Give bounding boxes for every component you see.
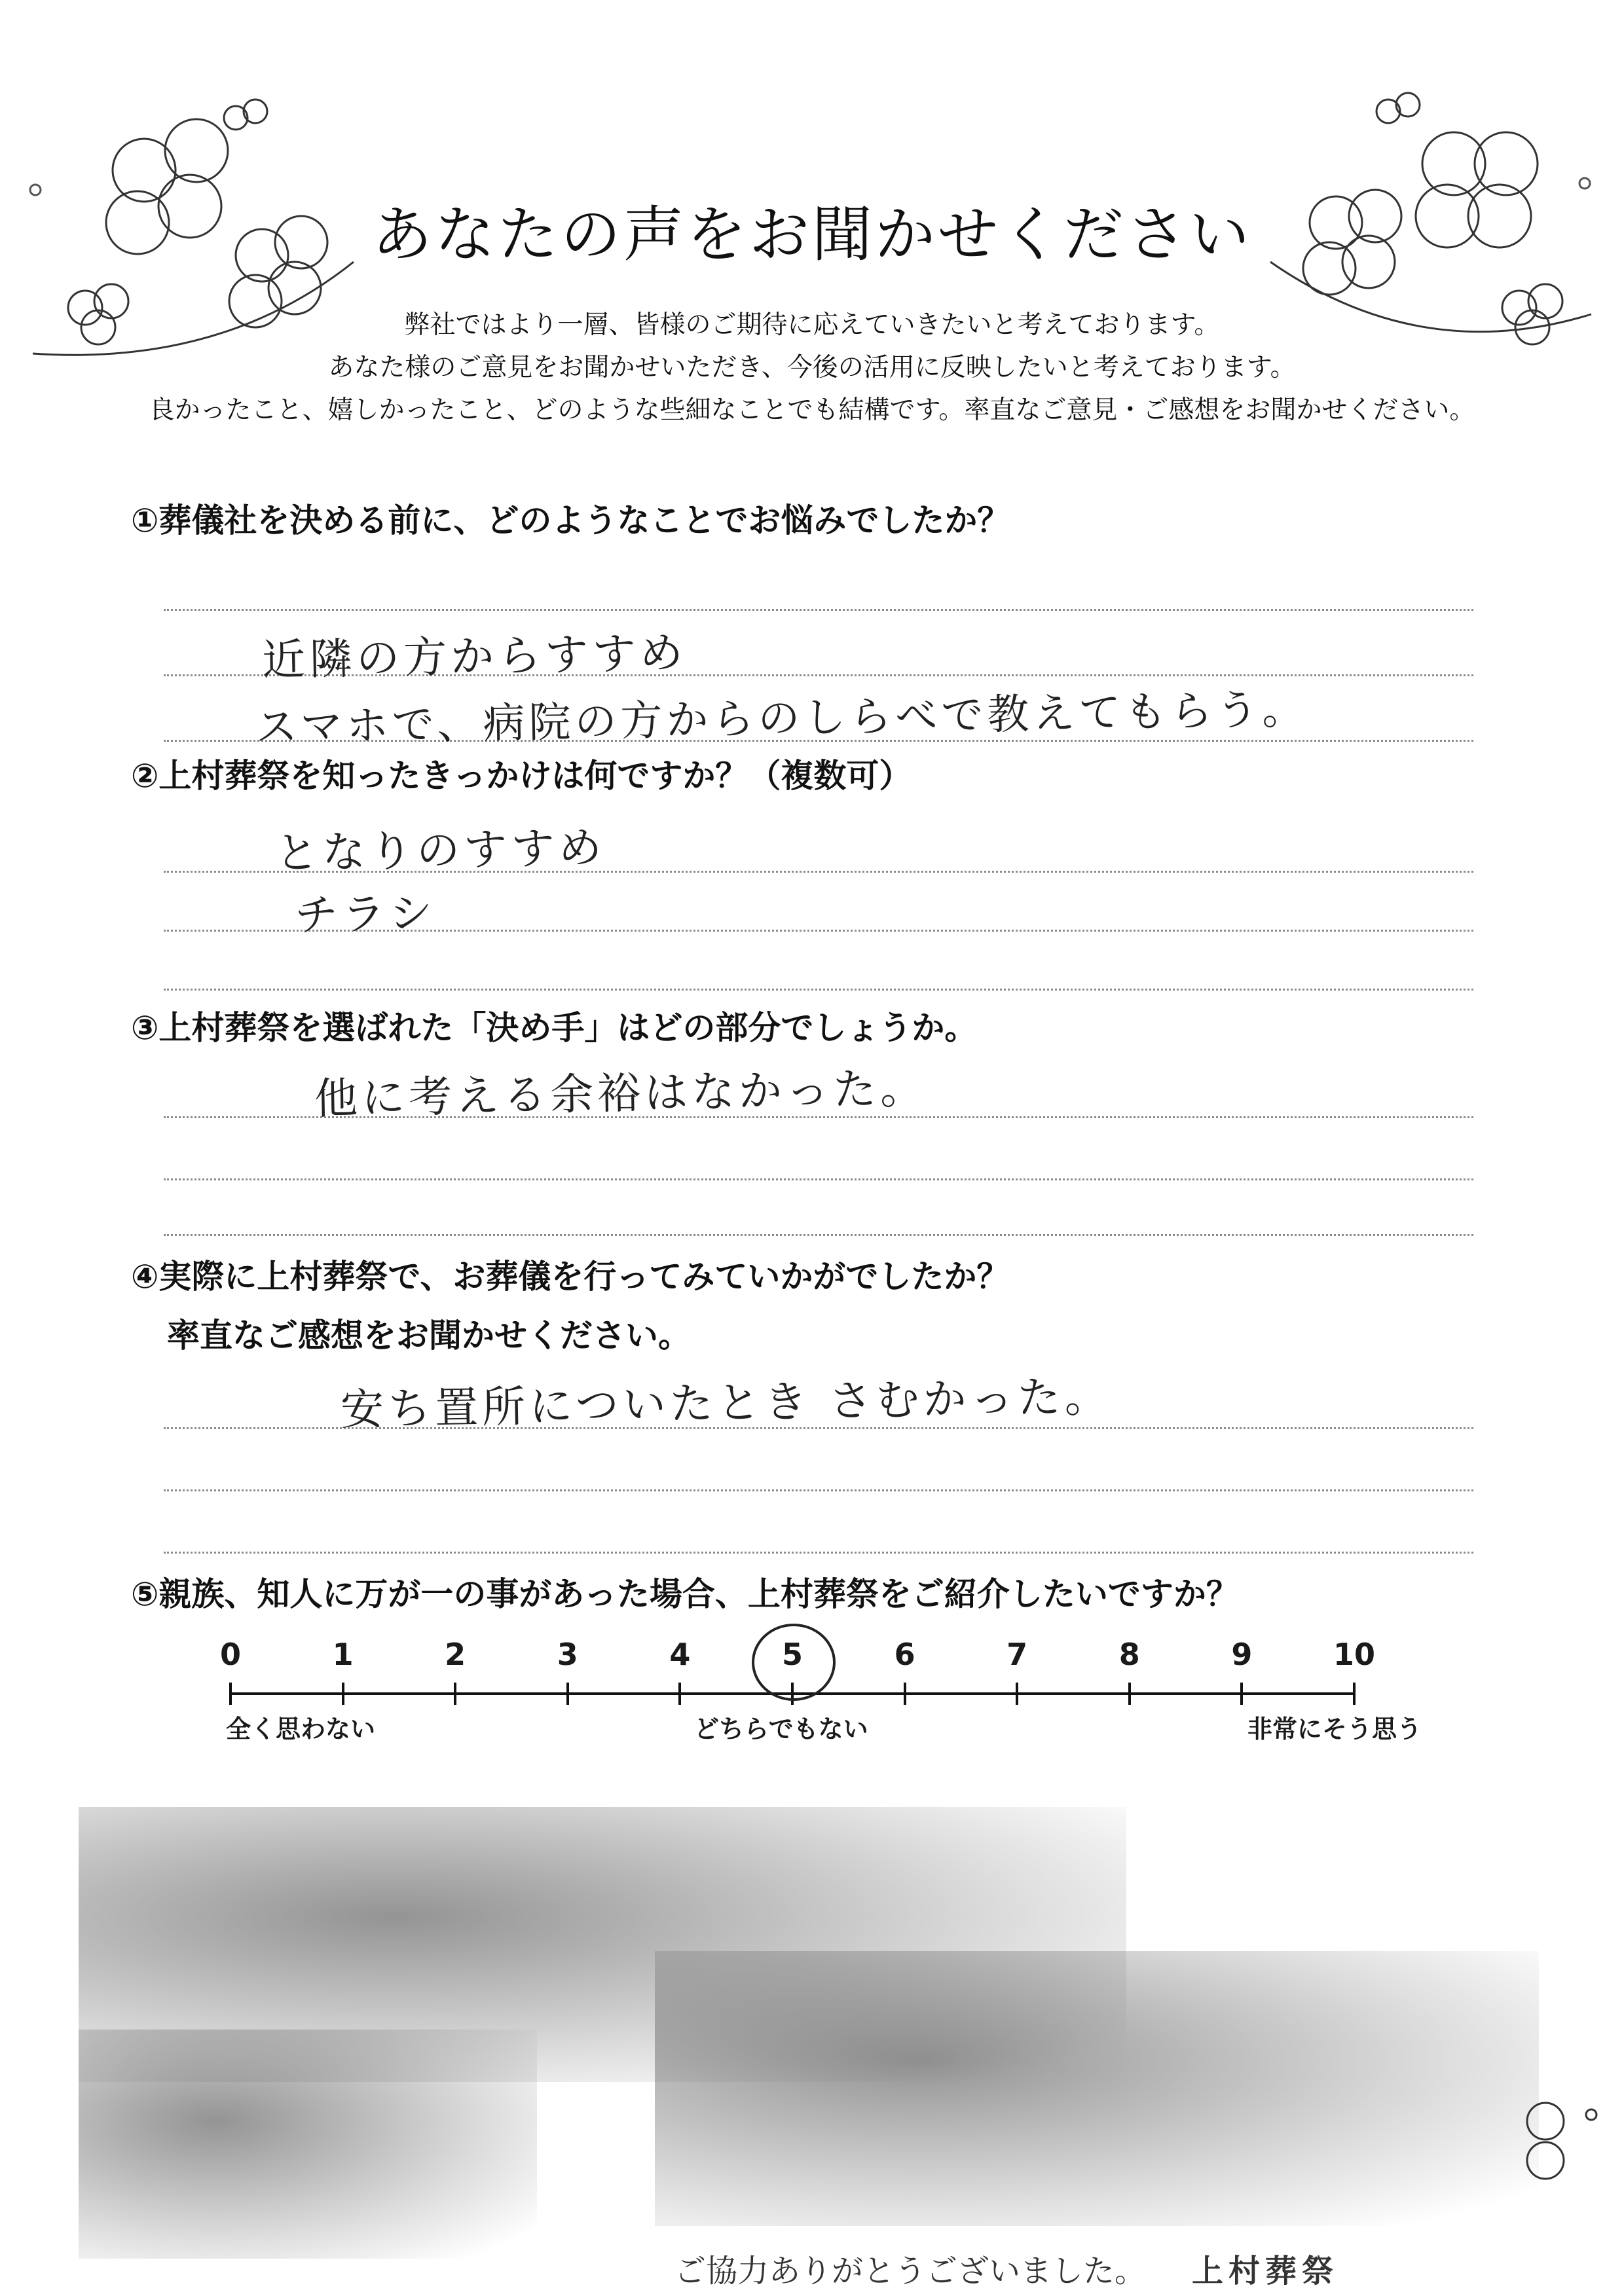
footer-thanks: ご協力ありがとうございました。 [674,2253,1147,2289]
q3-answer-1: 他に考える余裕はなかった。 [314,1063,928,1124]
clover-leaf [1527,2142,1564,2179]
scale-number-9: 9 [1231,1637,1253,1672]
q4-answer-1: 安ち置所についたとき さむかった。 [340,1371,1113,1435]
question-2: ②上村葬祭を知ったきっかけは何ですか？（複数可） [131,757,912,795]
footer-company: 上村葬祭 [1192,2253,1339,2289]
redacted-area [79,2030,537,2259]
clover-leaf [165,119,228,182]
page-title: あなたの声をお聞かせください [371,200,1252,270]
answer-line [164,1234,1473,1236]
q1-answer-2: スマホで、病院の方からのしらべで教えてもらう。 [255,685,1308,752]
q2-answer-2: チラシ [294,888,437,941]
answer-line [164,1489,1473,1491]
clover-leaf [1527,2103,1564,2140]
scale-number-3: 3 [557,1637,578,1672]
scale-label-left: 全く思わない [226,1715,376,1743]
question-5: ⑤親族、知人に万が一の事があった場合、上村葬祭をご紹介したいですか？ [131,1575,1239,1613]
question-1: ①葬儀社を決める前に、どのようなことでお悩みでしたか？ [131,501,1010,539]
answer-line [164,1552,1473,1554]
scale-number-1: 1 [332,1637,354,1672]
intro-line-2: あなた様のご意見をお聞かせいただき、今後の活用に反映したいと考えております。 [328,353,1296,382]
answer-line [164,1178,1473,1180]
q2-answer-1: となりのすすめ [274,822,606,879]
answer-line [164,989,1473,991]
intro-line-3: 良かったこと、嬉しかったこと、どのような些細なことでも結構です。率直なご意見・ご感想をお聞かせください。 [149,395,1475,425]
scale-label-middle: どちらでもない [694,1715,868,1743]
answer-line [164,609,1473,611]
scale-number-8: 8 [1118,1637,1140,1672]
scale-number-4: 4 [669,1637,691,1672]
scale-number-2: 2 [445,1637,466,1672]
question-4-line-1: ④実際に上村葬祭で、お葬儀を行ってみていかがでしたか？ [131,1258,1010,1296]
scale-number-0: 0 [219,1637,241,1672]
scale-number-5: 5 [781,1637,803,1672]
redacted-area [655,1951,1539,2226]
scale-label-right: 非常にそう思う [1247,1715,1422,1743]
intro-line-1: 弊社ではより一層、皆様のご期待に応えていきたいと考えております。 [404,310,1220,340]
q1-answer-1: 近隣の方からすすめ [261,627,688,685]
clover-leaf [1396,93,1420,117]
question-3: ③上村葬祭を選ばれた「決め手」はどの部分でしょうか。 [131,1009,978,1047]
clover-leaf [1586,2109,1596,2120]
scale-number-7: 7 [1006,1637,1028,1672]
clover-leaf [244,100,267,123]
question-4-line-2: 率直なご感想をお聞かせください。 [167,1317,691,1355]
clover-decoration-bottom [1506,2095,1611,2200]
scale-number-10: 10 [1333,1637,1375,1672]
scale-number-6: 6 [894,1637,915,1672]
selected-circle [752,1624,836,1701]
